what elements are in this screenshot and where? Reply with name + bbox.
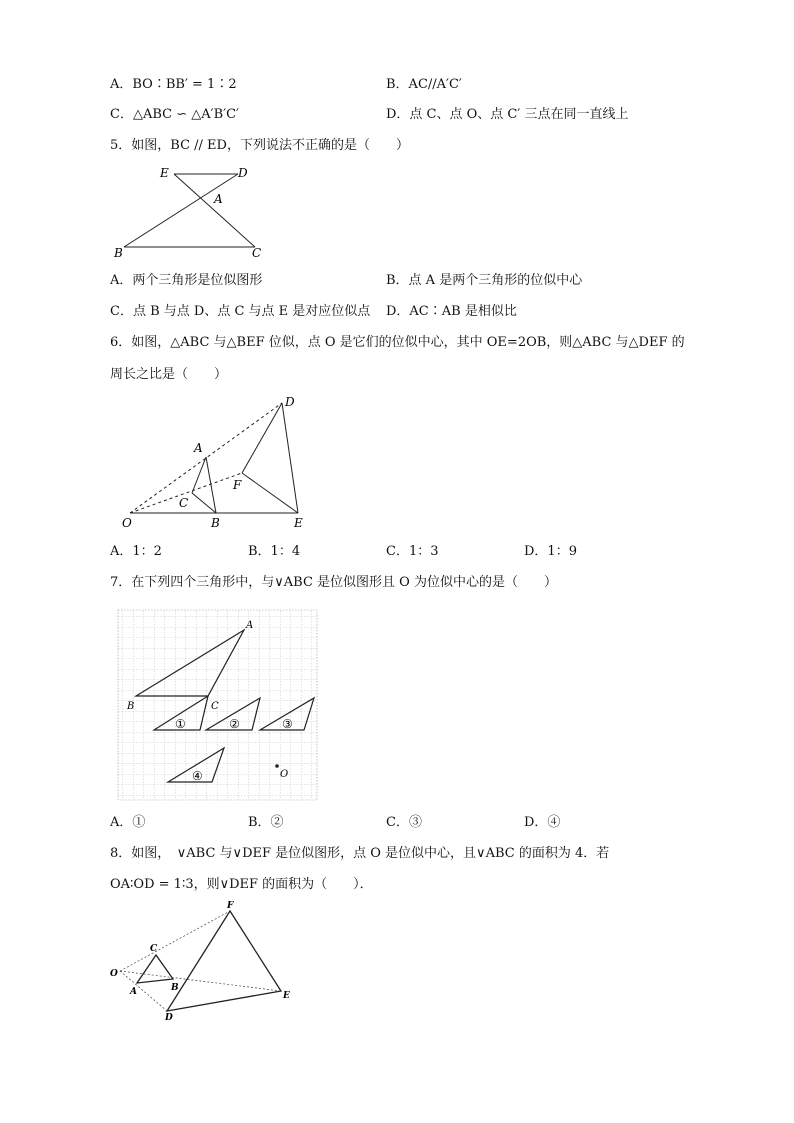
q7-triangle-4-label: ④ <box>192 769 203 783</box>
q6-label-e: E <box>294 516 303 530</box>
q7-triangle-2-label: ② <box>229 717 240 731</box>
q7-label-o: O <box>280 769 289 780</box>
q6-stem-line2: 周长之比是（ ） <box>110 367 228 382</box>
q7-option-d[interactable]: D．④ <box>524 815 561 830</box>
q5-label-e: E <box>160 166 169 180</box>
q8-label-f: F <box>227 901 234 911</box>
q8-label-a: A <box>130 987 137 997</box>
q6-figure <box>110 390 330 535</box>
q5-label-a: A <box>214 192 223 206</box>
q5-label-d: D <box>238 166 248 180</box>
q8-figure <box>106 898 306 1026</box>
q6-stem-line1: 6．如图，△ABC 与△BEF 位似，点 O 是它们的位似中心，其中 OE=2OB，则△ABC 与△DEF 的 <box>110 335 685 350</box>
q5-option-d[interactable]: D．AC∶AB 是相似比 <box>386 304 517 319</box>
q6-label-d: D <box>285 395 295 409</box>
q4-option-b[interactable]: B．AC//A′C′ <box>386 77 462 92</box>
q8-label-e: E <box>283 991 290 1001</box>
q8-label-c: C <box>150 944 158 954</box>
q6-option-d[interactable]: D．1：9 <box>524 544 577 559</box>
q8-label-d: D <box>165 1013 173 1023</box>
q7-triangle-3-label: ③ <box>282 717 293 731</box>
q5-option-b[interactable]: B．点 A 是两个三角形的位似中心 <box>386 273 583 288</box>
q4-option-a[interactable]: A．BO∶BB′ = 1∶2 <box>110 77 237 92</box>
q8-stem-line1: 8．如图， ∨ABC 与∨DEF 是位似图形，点 O 是位似中心，且∨ABC 的面积为 4．若 <box>110 846 610 861</box>
q7-label-b: B <box>127 701 135 712</box>
q8-stem-line2: OA∶OD = 1∶3，则∨DEF 的面积为（ ）． <box>110 877 373 892</box>
q8-label-b: B <box>171 983 179 993</box>
q6-option-b[interactable]: B．1：4 <box>248 544 301 559</box>
q7-label-a: A <box>246 620 254 631</box>
q7-triangle-1-label: ① <box>175 717 186 731</box>
q7-point-o <box>275 764 279 768</box>
q8-label-o: O <box>110 969 118 979</box>
q6-label-b: B <box>211 516 220 530</box>
q7-stem: 7．在下列四个三角形中，与∨ABC 是位似图形且 O 为位似中心的是（ ） <box>110 575 557 590</box>
q5-label-b: B <box>114 246 123 260</box>
q6-option-a[interactable]: A．1：2 <box>110 544 162 559</box>
q7-grid-figure <box>112 606 322 804</box>
q5-figure <box>110 160 280 265</box>
q5-option-c[interactable]: C．点 B 与点 D、点 C 与点 E 是对应位似点 <box>110 304 371 319</box>
q7-option-c[interactable]: C．③ <box>386 815 422 830</box>
q5-label-c: C <box>252 246 262 260</box>
q6-option-c[interactable]: C．1：3 <box>386 544 439 559</box>
q5-option-a[interactable]: A．两个三角形是位似图形 <box>110 273 263 288</box>
q6-label-a: A <box>194 441 203 455</box>
q4-option-c[interactable]: C．△ABC ∽ △A′B′C′ <box>110 107 239 122</box>
q7-label-c: C <box>211 701 219 712</box>
q7-option-b[interactable]: B．② <box>248 815 284 830</box>
q7-option-a[interactable]: A．① <box>110 815 146 830</box>
q6-label-c: C <box>179 496 189 510</box>
q4-option-d[interactable]: D．点 C、点 O、点 C′ 三点在同一直线上 <box>386 107 629 122</box>
q6-label-o: O <box>122 516 132 530</box>
q6-label-f: F <box>233 478 242 492</box>
q5-stem: 5．如图，BC // ED，下列说法不正确的是（ ） <box>110 138 409 153</box>
